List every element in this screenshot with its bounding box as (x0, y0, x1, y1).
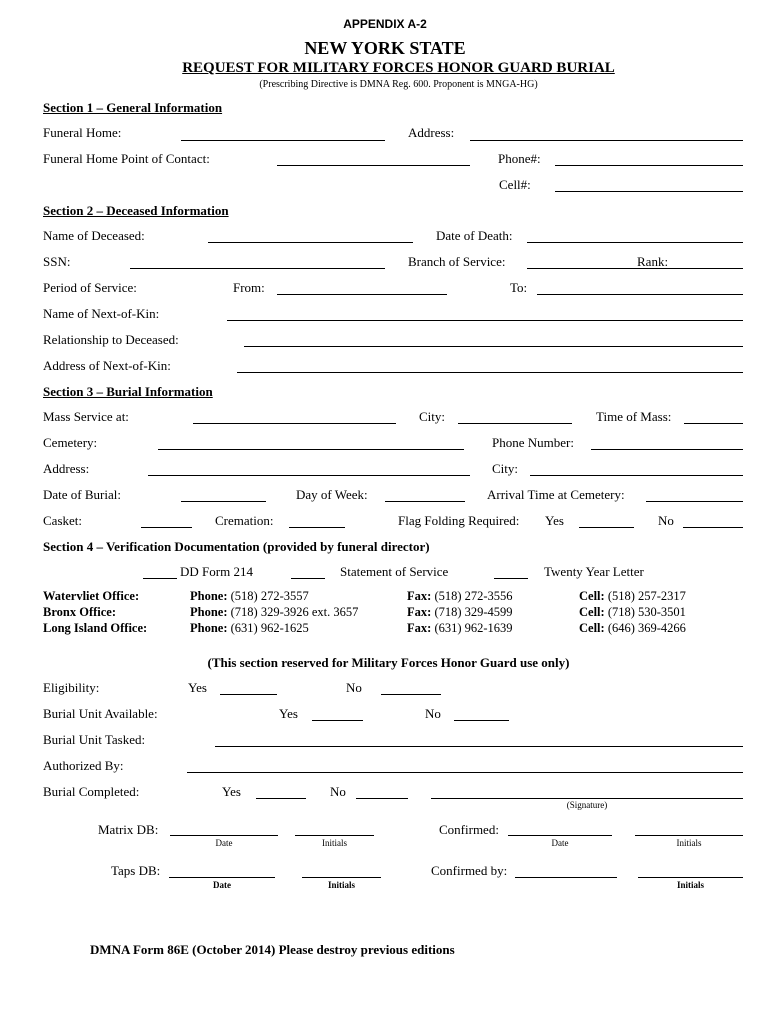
fax-value: (631) 962-1639 (434, 621, 513, 635)
section-4-heading: Section 4 – Verification Documentation (provided by funeral director) (43, 539, 430, 554)
office-cell (579, 589, 686, 604)
cremation-label: Cremation: (215, 513, 274, 528)
completed-no-field[interactable] (356, 798, 408, 799)
nok-address-field[interactable] (237, 372, 743, 373)
office-fax (407, 605, 513, 620)
cemetery-field[interactable] (158, 449, 464, 450)
nok-field[interactable] (227, 320, 743, 321)
to-field[interactable] (537, 294, 743, 295)
office-cell (579, 621, 686, 636)
cell-label: Cell: (579, 589, 605, 603)
office-name: Watervliet Office: (43, 589, 140, 603)
confirmed-date-field[interactable] (508, 835, 612, 836)
confirmed-initials-field[interactable] (635, 835, 743, 836)
mass-service-label: Mass Service at: (43, 409, 129, 424)
sos-check[interactable] (291, 578, 325, 579)
flag-yes-label: Yes (545, 513, 564, 528)
form-footer: DMNA Form 86E (October 2014) Please destroy previous editions (90, 942, 455, 957)
day-of-week-field[interactable] (385, 501, 465, 502)
cell-value: (646) 369-4266 (607, 621, 686, 635)
office-phone (190, 589, 309, 604)
poc-label: Funeral Home Point of Contact: (43, 151, 210, 166)
dd214-check[interactable] (143, 578, 177, 579)
prescribing-directive: (Prescribing Directive is DMNA Reg. 600. Proponent is MNGA-HG) (259, 79, 538, 90)
signature-caption: (Signature) (566, 800, 608, 810)
poc-field[interactable] (277, 165, 470, 166)
eligibility-label: Eligibility: (43, 680, 100, 695)
cemetery-address-field[interactable] (148, 475, 470, 476)
flag-yes-field[interactable] (579, 527, 634, 528)
eligibility-no-field[interactable] (381, 694, 441, 695)
branch-label: Branch of Service: (408, 254, 506, 269)
from-field[interactable] (277, 294, 447, 295)
section-1-heading: Section 1 – General Information (43, 100, 223, 115)
completed-yes-field[interactable] (256, 798, 306, 799)
cemetery-city-label: City: (492, 461, 519, 476)
nok-label: Name of Next-of-Kin: (43, 306, 160, 321)
section-3-heading: Section 3 – Burial Information (43, 384, 213, 399)
sos-label: Statement of Service (340, 564, 449, 579)
matrix-date-caption: Date (215, 838, 233, 848)
ssn-label: SSN: (43, 254, 71, 269)
period-label: Period of Service: (43, 280, 137, 295)
state-title: NEW YORK STATE (304, 38, 466, 58)
phone-label: Phone: (190, 621, 228, 635)
office-fax (407, 589, 513, 604)
twenty-year-label: Twenty Year Letter (544, 564, 644, 579)
cemetery-label: Cemetery: (43, 435, 98, 450)
eligibility-yes-field[interactable] (220, 694, 277, 695)
flag-no-label: No (658, 513, 674, 528)
time-of-mass-field[interactable] (684, 423, 743, 424)
cell-value: (718) 530-3501 (607, 605, 686, 619)
fax-value: (518) 272-3556 (434, 589, 513, 603)
flag-folding-label: Flag Folding Required: (398, 513, 520, 528)
completed-label: Burial Completed: (43, 784, 140, 799)
eligibility-yes-label: Yes (188, 680, 207, 695)
burial-unit-no-field[interactable] (454, 720, 509, 721)
fax-label: Fax: (407, 589, 432, 603)
deceased-name-field[interactable] (208, 242, 413, 243)
taps-date-caption: Date (213, 880, 231, 890)
matrix-date-field[interactable] (170, 835, 278, 836)
to-label: To: (510, 280, 528, 295)
confirmed-by-initials-caption: Initials (676, 880, 704, 890)
date-of-burial-field[interactable] (181, 501, 266, 502)
confirmed-initials-caption: Initials (676, 838, 702, 848)
arrival-time-field[interactable] (646, 501, 743, 502)
cell-label: Cell#: (499, 177, 531, 192)
phone-label: Phone: (190, 605, 228, 619)
fax-label: Fax: (407, 605, 432, 619)
date-of-burial-label: Date of Burial: (43, 487, 121, 502)
relationship-field[interactable] (244, 346, 743, 347)
authorized-field[interactable] (187, 772, 743, 773)
phone-value: (631) 962-1625 (230, 621, 309, 635)
authorized-label: Authorized By: (43, 758, 124, 773)
funeral-home-label: Funeral Home: (43, 125, 122, 140)
address-label: Address: (408, 125, 455, 140)
phone-value: (518) 272-3557 (230, 589, 309, 603)
dd214-label: DD Form 214 (180, 564, 253, 579)
matrix-initials-caption: Initials (322, 838, 347, 848)
burial-unit-yes-field[interactable] (312, 720, 363, 721)
confirmed-label: Confirmed: (439, 822, 499, 837)
taps-initials-field[interactable] (302, 877, 381, 878)
city-label: City: (419, 409, 446, 424)
phone-number-field[interactable] (591, 449, 743, 450)
mass-service-field[interactable] (193, 423, 396, 424)
office-name: Bronx Office: (43, 605, 117, 619)
burial-unit-label: Burial Unit Available: (43, 706, 158, 721)
signature-field[interactable] (431, 798, 743, 799)
completed-yes-label: Yes (222, 784, 241, 799)
reserved-heading: (This section reserved for Military Forces Honor Guard use only) (207, 655, 570, 670)
form-title: REQUEST FOR MILITARY FORCES HONOR GUARD BURIAL (182, 60, 615, 76)
flag-no-field[interactable] (683, 527, 743, 528)
funeral-home-field[interactable] (181, 140, 385, 141)
address-field[interactable] (470, 140, 743, 141)
arrival-time-label: Arrival Time at Cemetery: (487, 487, 625, 502)
relationship-label: Relationship to Deceased: (43, 332, 179, 347)
deceased-name-label: Name of Deceased: (43, 228, 145, 243)
day-of-week-label: Day of Week: (296, 487, 368, 502)
branch-rank-field[interactable] (527, 268, 743, 269)
from-label: From: (233, 280, 265, 295)
date-of-death-field[interactable] (527, 242, 743, 243)
ssn-field[interactable] (130, 268, 385, 269)
date-of-death-label: Date of Death: (436, 228, 513, 243)
fax-value: (718) 329-4599 (434, 605, 513, 619)
rank-label: Rank: (637, 254, 669, 269)
tasked-field[interactable] (215, 746, 743, 747)
cell-value: (518) 257-2317 (607, 589, 686, 603)
casket-field[interactable] (141, 527, 192, 528)
phone-value: (718) 329-3926 ext. 3657 (230, 605, 359, 619)
tasked-label: Burial Unit Tasked: (43, 732, 146, 747)
confirmed-by-label: Confirmed by: (431, 863, 508, 878)
completed-no-label: No (330, 784, 346, 799)
cemetery-city-field[interactable] (530, 475, 743, 476)
cell-label: Cell: (579, 621, 605, 635)
nok-address-label: Address of Next-of-Kin: (43, 358, 171, 373)
fax-label: Fax: (407, 621, 432, 635)
office-phone (190, 621, 309, 636)
casket-label: Casket: (43, 513, 82, 528)
time-of-mass-label: Time of Mass: (596, 409, 672, 424)
confirmed-by-field[interactable] (515, 877, 617, 878)
phone-number-label: Phone Number: (492, 435, 574, 450)
burial-unit-no-label: No (425, 706, 441, 721)
taps-initials-caption: Initials (327, 880, 355, 890)
eligibility-no-label: No (346, 680, 362, 695)
cell-label: Cell: (579, 605, 605, 619)
office-fax (407, 621, 513, 636)
city-field[interactable] (458, 423, 572, 424)
matrix-db-label: Matrix DB: (98, 822, 159, 837)
burial-unit-yes-label: Yes (279, 706, 298, 721)
matrix-initials-field[interactable] (295, 835, 374, 836)
confirmed-date-caption: Date (551, 838, 569, 848)
section-2-heading: Section 2 – Deceased Information (43, 203, 229, 218)
confirmed-by-initials-field[interactable] (638, 877, 743, 878)
taps-db-label: Taps DB: (111, 863, 161, 878)
phone-field[interactable] (555, 165, 743, 166)
office-name: Long Island Office: (43, 621, 148, 635)
appendix-label: APPENDIX A-2 (343, 17, 427, 31)
office-cell (579, 605, 686, 620)
phone-label: Phone#: (498, 151, 541, 166)
twenty-year-check[interactable] (494, 578, 528, 579)
cell-field[interactable] (555, 191, 743, 192)
cemetery-address-label: Address: (43, 461, 90, 476)
cremation-field[interactable] (289, 527, 345, 528)
taps-date-field[interactable] (169, 877, 275, 878)
office-phone (190, 605, 358, 620)
phone-label: Phone: (190, 589, 228, 603)
